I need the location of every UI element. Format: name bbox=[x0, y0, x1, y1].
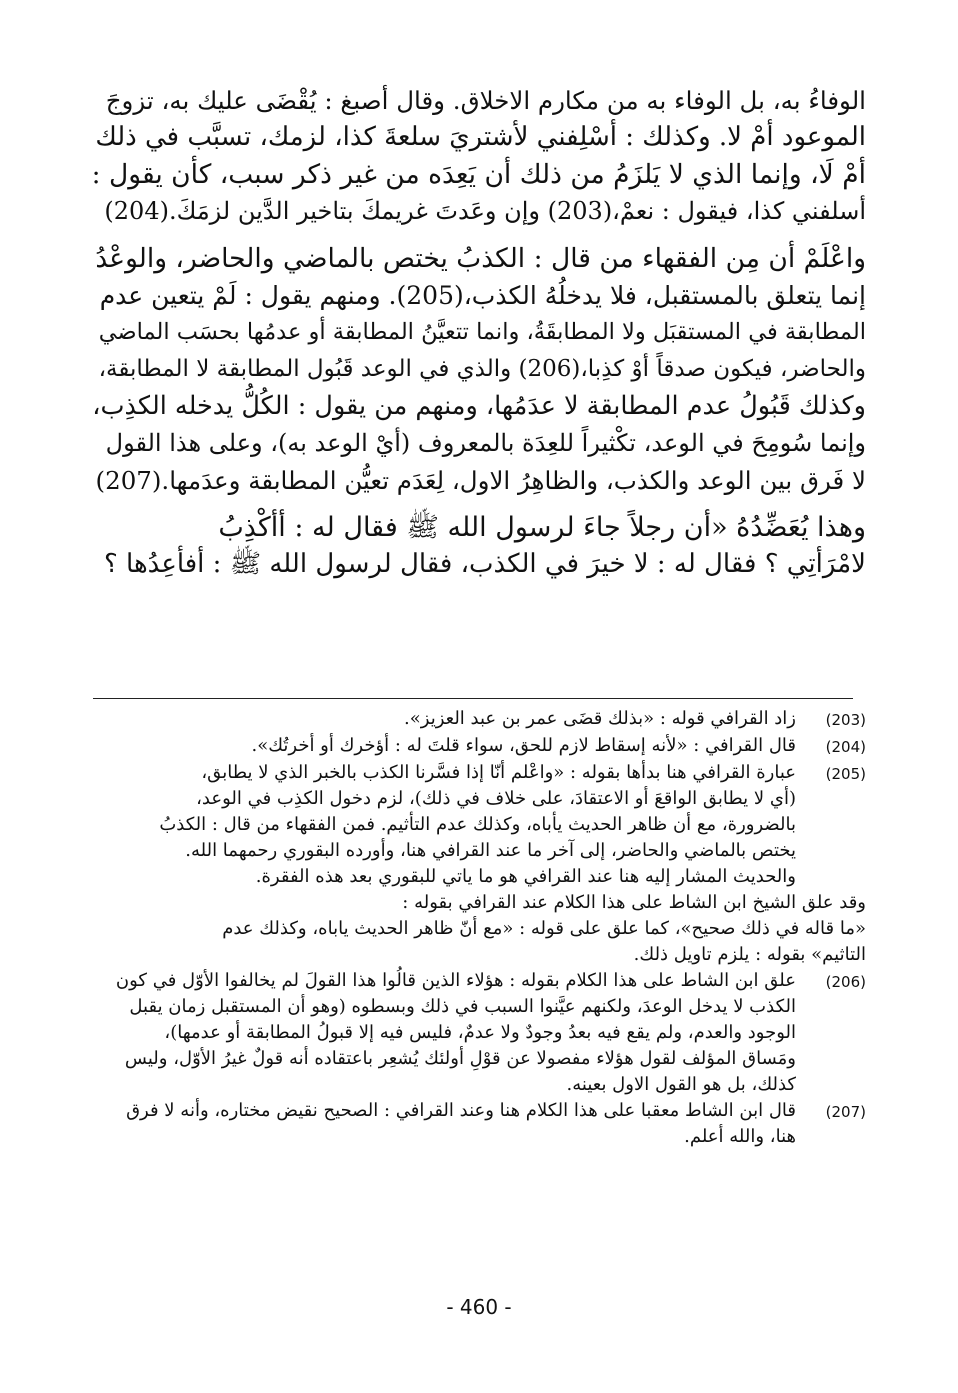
footnote-line: ومَساق المؤلف لقول هؤلاء مفصولا عن قوْلِ أولئك يُشعِر باعتقاده أنه قولٌ غيرُ الأوّل، وليس bbox=[124, 1048, 796, 1069]
text-line: الوفاءُ به، بل الوفاء به من مكارم الاخلاق. وقال أصبغ : يُقْضَى عليك به، تزوجَ bbox=[105, 86, 866, 115]
footnotes bbox=[92, 706, 866, 1150]
footnote-line: وقد علق الشيخ ابن الشاط على هذا الكلام عند القرافي بقوله : bbox=[402, 892, 866, 913]
text-line: وإنما سُومِحَ في الوعد، تكْثيراً للعِدَة بالمعروف (أيْ الوعد به)، وعلى هذا القول bbox=[105, 429, 866, 457]
footnote-number: (206) bbox=[825, 973, 866, 991]
footnote-line: كذلك، بل هو القول الاول بعينه. bbox=[566, 1074, 796, 1095]
main-text bbox=[92, 82, 866, 593]
footnote-number: (205) bbox=[825, 765, 866, 783]
footnote-line: قال القرافي : «لأنه إسقاط لازم للحق، سواء قلتَ له : أؤخرك أو أخرتُك». bbox=[251, 735, 796, 756]
footnote-line: عبارة القرافي هنا بدأها بقوله : «واعْلم أنّا إذا فسَّرنا الكذب بالخبر الذي لا يطابق، bbox=[201, 762, 796, 783]
footnote-line: زاد القرافي قوله : «بذلك قضَى عمر بن عبد العزيز». bbox=[404, 708, 796, 729]
footnote-205-continued bbox=[92, 890, 866, 968]
footnote-line: والحديث المشار إليه هنا عند القرافي هو ما ياتي للبقوري بعد هذه الفقرة. bbox=[255, 866, 796, 887]
text-line: والحاضر، فيكون صدقاً أوْ كذِبا،(206) والذي في الوعد قَبُول المطابقة لا المطابقة، bbox=[98, 356, 866, 382]
page-number: - 460 - bbox=[446, 1295, 512, 1319]
footnote-206 bbox=[92, 968, 866, 1098]
text-line: الموعود أمْ لا. وكذلك : أسْلِفني لأشتريَ سلعةَ كذا، لزمك، تسبَّب في ذلك bbox=[95, 122, 866, 152]
text-line: لا فَرق بين الوعد والكذب، والظاهِرُ الاول، لِعَدَم تعيُّن المطابقة وعدَمها.(207) bbox=[95, 466, 866, 495]
text-line: المطابقة في المستقبَل ولا المطابقَةُ، وانما تتعيَّنُ المطابقة أو عدمُها بحسَب الماضي bbox=[98, 319, 866, 345]
footnote-line: الكذب لا يدخل الوعدَ، ولكنهم عيَّنوا السبب في ذلك وبسطوه (وهو أن المستقبل زمان يقبل bbox=[129, 996, 796, 1017]
footnote-line: (أي لا يطابق الواقعَ أو الاعتقادَ، على خلاف في ذلك)، لزم دخول الكذِب في الوعد، bbox=[196, 788, 796, 809]
text-line: وهذا يُعَضِّدُهُ «أن رجلاً جاءَ لرسول الله ﷺ فقال له : أأكْذِبُ bbox=[218, 512, 866, 543]
footnote-line: يختص بالماضي والحاضر، إلى آخر ما عند القرافي هنا، وأورده البقوري رحمهما الله. bbox=[185, 840, 796, 861]
text-line: واعْلَمْ أن مِن الفقهاء من قال : الكذبُ يختص بالماضي والحاضر، والوعْدُ bbox=[95, 243, 866, 274]
footnote-204 bbox=[92, 733, 866, 760]
footnote-number: (207) bbox=[825, 1103, 866, 1121]
footnote-line: بالضرورة، مع أن ظاهر الحديث يأباه، وكذلك عدم التأثيم. فمن الفقهاء من قال : الكذبُ bbox=[159, 814, 796, 835]
footnote-line: «ما قاله في ذلك صحيح»، كما علق على قوله : «مع أنّ ظاهر الحديث ياباه، وكذلك عدم bbox=[222, 918, 866, 939]
footnote-203 bbox=[92, 706, 866, 733]
text-line: إنما يتعلق بالمستقبل، فلا يدخلُهُ الكذب،(205). ومنهم يقول : لَمْ يتعين عدم bbox=[99, 281, 866, 310]
text-line: أمْ لَا، وإنما الذي لا يَلزَمُ من ذلك أن يَعِدَه من غير ذكر سبب، كأن يقول : bbox=[91, 159, 866, 190]
paragraph-3 bbox=[92, 509, 866, 583]
footnote-line: قال ابن الشاط معقبا على هذا الكلام هنا وعند القرافي : الصحيح نقيض مختاره، وأنه لا فرق bbox=[126, 1100, 796, 1121]
paragraph-1 bbox=[92, 82, 866, 230]
footnote-205 bbox=[92, 760, 866, 890]
footnote-number: (203) bbox=[825, 711, 866, 729]
footnote-line: هنا، والله أعلم. bbox=[684, 1126, 796, 1147]
text-line: وكذلك قَبُولُ عدم المطابقة لا عدَمُها، ومنهم من يقول : الكُلُّ يدخله الكذِب، bbox=[92, 391, 866, 421]
text-line: أسلفني كذا، فيقول : نعمْ،(203) وإن وعَدتَ غريمكَ بتاخير الدَّين لزمَكَ.(204) bbox=[104, 197, 866, 225]
footnote-separator bbox=[93, 698, 853, 699]
footnote-line: الوجود والعدم، ولم يقع فيه بعدُ وجودٌ ولا عدمٌ، فليس فيه إلا قبولُ المطابقة أو عدمها)، bbox=[164, 1022, 796, 1043]
footnote-number: (204) bbox=[825, 738, 866, 756]
paragraph-2 bbox=[92, 240, 866, 499]
footnote-207 bbox=[92, 1098, 866, 1150]
text-line: لامْرَأتِي ؟ فقال له : لا خيرَ في الكذب، فقال لرسول الله ﷺ : أفأعِدُها ؟ bbox=[103, 549, 866, 579]
footnote-line: التاثيم» بقوله : يلزم تاويل ذلك. bbox=[633, 944, 866, 965]
footnote-line: علق ابن الشاط على هذا الكلام بقوله : هؤلاء الذين قالُوا هذا القولَ لم يخالفوا الأوّل في كون bbox=[115, 970, 796, 991]
